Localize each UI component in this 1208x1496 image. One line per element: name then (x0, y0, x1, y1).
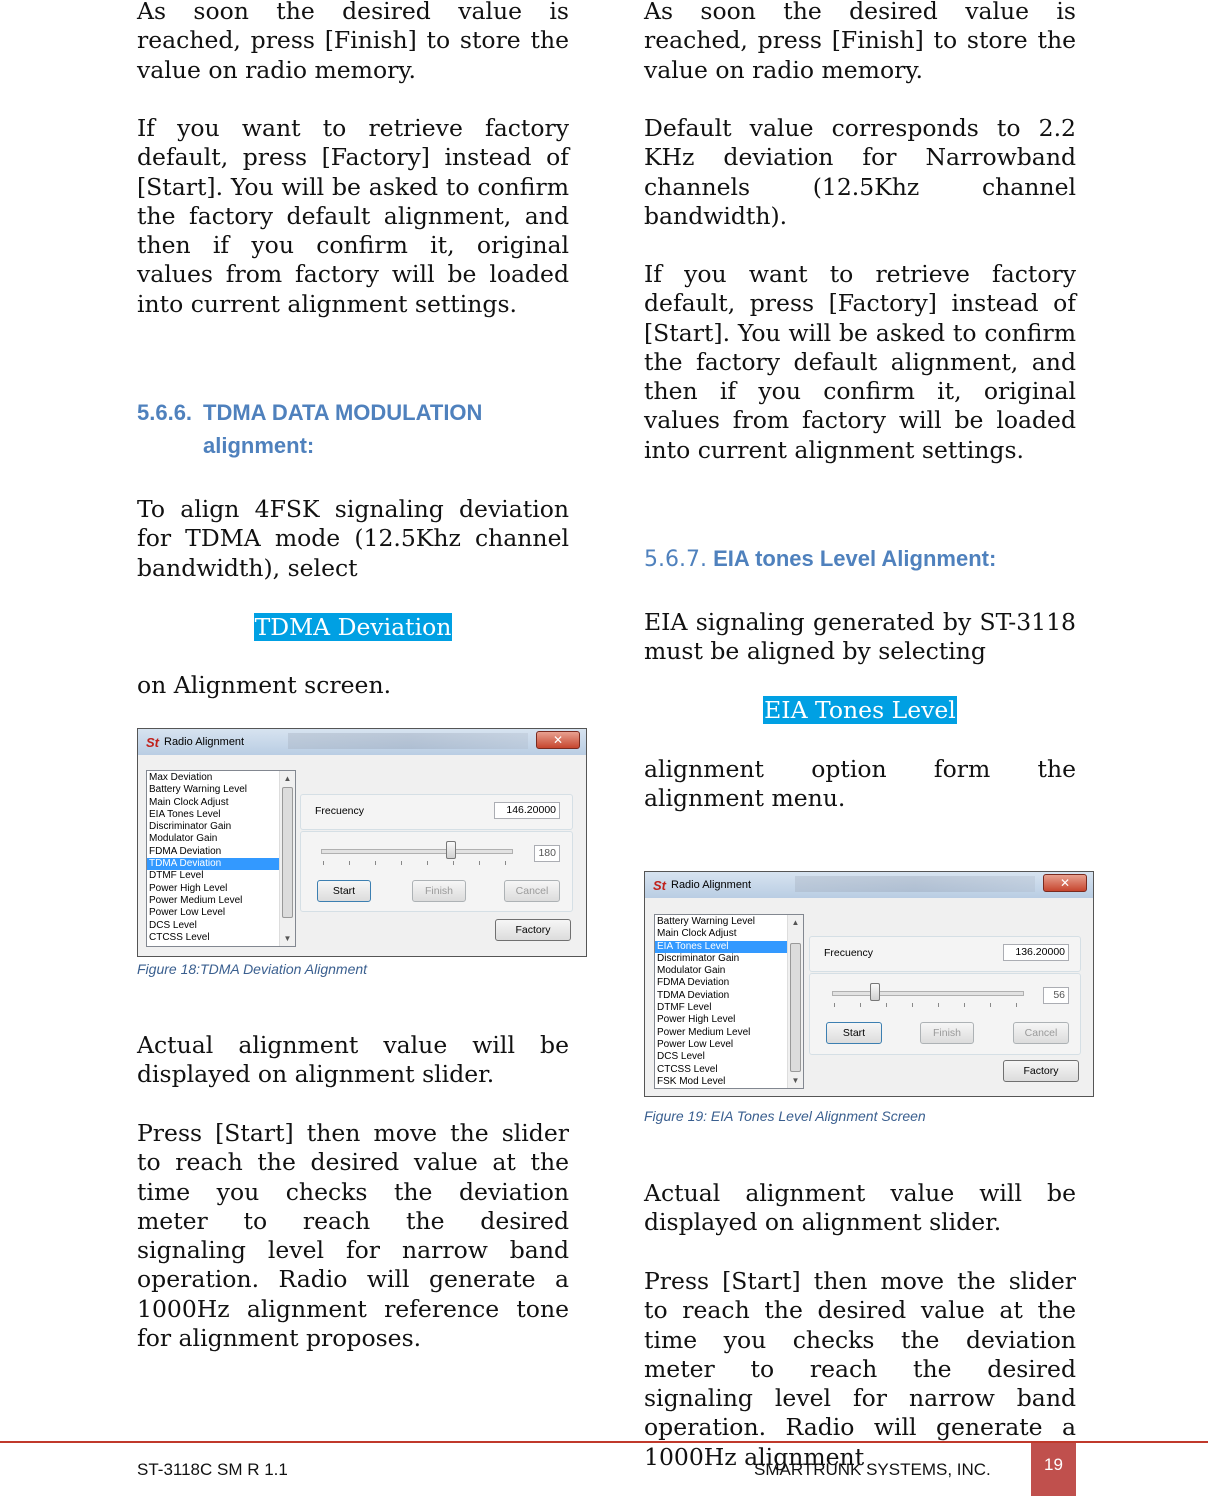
left-paragraph-5: Actual alignment value will be displayed on alignment slider. (137, 1031, 569, 1089)
alignment-slider-track[interactable] (832, 991, 1024, 996)
radio-alignment-window-2 (644, 871, 1094, 1097)
right-paragraph-3: If you want to retrieve factory default, press [Factory] instead of [Start]. You will be asked to confirm the factory default alignment, and then if you confirm it, original values from factory will be loaded into current alignment settings. (644, 260, 1076, 464)
window-title: Radio Alignment (164, 736, 245, 748)
list-item[interactable]: Main Clock Adjust (657, 928, 737, 940)
frequency-group (300, 794, 573, 830)
list-item[interactable]: Power Low Level (149, 907, 226, 919)
list-item[interactable]: FSK Mod Level (657, 1075, 726, 1087)
slider-tick (860, 1003, 861, 1007)
alignment-list[interactable] (654, 914, 804, 1089)
factory-button[interactable]: Factory (495, 919, 571, 941)
list-item[interactable]: FDMA Deviation (149, 845, 222, 857)
slider-group (300, 831, 573, 912)
window-titlebar (138, 729, 586, 755)
window-titlebar (645, 872, 1093, 898)
left-paragraph-2: If you want to retrieve factory default, press [Factory] instead of [Start]. You will be asked to confirm the factory default alignment, and then if you confirm it, original values from factory will be loaded into current alignment settings. (137, 114, 569, 318)
section-heading-5-6-6 (137, 396, 569, 462)
scroll-thumb[interactable] (282, 787, 293, 918)
list-item[interactable]: Power Medium Level (149, 894, 243, 906)
figure-19-caption: Figure 19: EIA Tones Level Alignment Screen (644, 1108, 926, 1124)
alignment-slider-thumb[interactable] (870, 983, 880, 1001)
tdma-deviation-highlight: TDMA Deviation (254, 613, 452, 641)
factory-button[interactable]: Factory (1003, 1060, 1079, 1082)
slider-tick (401, 861, 402, 865)
heading-number: 5.6.7. (644, 547, 707, 572)
frequency-input[interactable]: 136.20000 (1003, 944, 1069, 961)
list-item[interactable]: CTCSS Level (149, 931, 210, 943)
slider-value-field: 180 (534, 845, 560, 862)
slider-tick (505, 861, 506, 865)
right-paragraph-6: Actual alignment value will be displayed on alignment slider. (644, 1179, 1076, 1237)
titlebar-background (288, 733, 528, 749)
list-item[interactable]: Modulator Gain (657, 965, 726, 977)
list-item[interactable]: DTMF Level (657, 1002, 712, 1014)
page-number: 19 (1031, 1443, 1076, 1496)
frequency-input[interactable]: 146.20000 (494, 802, 560, 819)
list-item[interactable]: TDMA Deviation (657, 989, 730, 1001)
footer-doc-id: ST-3118C SM R 1.1 (137, 1460, 288, 1479)
scroll-down-icon[interactable]: ▼ (791, 1076, 800, 1085)
slider-value-field: 56 (1043, 987, 1069, 1004)
right-paragraph-2: Default value corresponds to 2.2 KHz deviation for Narrowband channels (12.5Khz channel bandwidth). (644, 114, 1076, 230)
start-button[interactable]: Start (826, 1022, 882, 1044)
slider-tick (479, 861, 480, 865)
left-paragraph-6: Press [Start] then move the slider to reach the desired value at the time you checks the deviation meter to reach the desired signaling level for narrow band operation. Radio will generate a 1000Hz alignment reference tone for alignment proposes. (137, 1119, 569, 1353)
slider-tick (886, 1003, 887, 1007)
heading-text: EIA tones Level Alignment: (713, 546, 997, 571)
frequency-label: Frecuency (824, 947, 874, 959)
heading-text-line2: alignment: (203, 433, 315, 458)
finish-button[interactable]: Finish (412, 880, 466, 902)
footer-company: SMARTRUNK SYSTEMS, INC. (754, 1460, 991, 1479)
scroll-down-icon[interactable]: ▼ (283, 934, 292, 943)
slider-tick (323, 861, 324, 865)
left-paragraph-4: on Alignment screen. (137, 671, 392, 699)
radio-alignment-window-1 (137, 728, 587, 957)
list-item[interactable]: Power High Level (657, 1014, 736, 1026)
list-scrollbar[interactable] (279, 771, 295, 946)
list-item[interactable]: Discriminator Gain (657, 952, 740, 964)
right-paragraph-1: As soon the desired value is reached, press [Finish] to store the value on radio memory. (644, 0, 1076, 84)
list-item[interactable]: DCS Level (657, 1051, 705, 1063)
heading-text: TDMA DATA MODULATION (203, 400, 483, 425)
cancel-button[interactable]: Cancel (504, 880, 560, 902)
list-item[interactable]: TDMA Deviation (147, 858, 295, 870)
finish-button[interactable]: Finish (920, 1022, 974, 1044)
window-title: Radio Alignment (671, 879, 752, 891)
eia-tones-level-highlight: EIA Tones Level (764, 696, 956, 724)
app-logo-icon: St (653, 878, 666, 893)
alignment-list[interactable] (146, 770, 296, 947)
list-item[interactable]: Max Deviation (149, 772, 213, 783)
slider-tick (453, 861, 454, 865)
list-item[interactable]: Power Low Level (657, 1038, 734, 1050)
alignment-slider-thumb[interactable] (446, 841, 456, 859)
slider-tick (964, 1003, 965, 1007)
left-paragraph-3: To align 4FSK signaling deviation for TDMA mode (12.5Khz channel bandwidth), select (137, 495, 569, 582)
slider-tick (912, 1003, 913, 1007)
list-item[interactable]: Modulator Gain (149, 833, 218, 845)
close-button[interactable]: ✕ (536, 731, 580, 749)
app-logo-icon: St (146, 735, 159, 750)
slider-tick (834, 1003, 835, 1007)
list-item[interactable]: DTMF Level (149, 870, 204, 882)
frequency-group (809, 936, 1081, 972)
heading-number: 5.6.6. (137, 400, 193, 425)
list-item[interactable]: DCS Level (149, 919, 197, 931)
list-item[interactable]: Discriminator Gain (149, 821, 232, 833)
footer-divider (0, 1441, 1208, 1443)
close-button[interactable]: ✕ (1043, 874, 1087, 892)
list-item[interactable]: FDMA Deviation (657, 977, 730, 989)
list-item[interactable]: Battery Warning Level (657, 916, 756, 927)
titlebar-background (795, 876, 1035, 892)
list-scrollbar[interactable] (787, 915, 803, 1088)
list-item[interactable]: EIA Tones Level (655, 941, 803, 953)
slider-tick (349, 861, 350, 865)
figure-18-caption: Figure 18:TDMA Deviation Alignment (137, 961, 368, 977)
slider-tick (427, 861, 428, 865)
frequency-label: Frecuency (315, 805, 365, 817)
slider-tick (938, 1003, 939, 1007)
list-item[interactable]: EIA Tones Level (149, 808, 221, 820)
start-button[interactable]: Start (317, 880, 371, 902)
left-paragraph-1: As soon the desired value is reached, press [Finish] to store the value on radio memory. (137, 0, 569, 84)
scroll-up-icon[interactable]: ▲ (283, 774, 292, 783)
slider-tick (375, 861, 376, 865)
slider-tick (990, 1003, 991, 1007)
right-paragraph-4: EIA signaling generated by ST-3118 must be aligned by selecting (644, 608, 1076, 666)
slider-tick (1016, 1003, 1017, 1007)
section-heading-5-6-7 (644, 542, 1076, 576)
list-item[interactable]: Battery Warning Level (149, 784, 248, 796)
right-paragraph-7: Press [Start] then move the slider to reach the desired value at the time you checks the deviation meter to reach the desired signaling level for narrow band operation. Radio will generate a 1000Hz alignment (644, 1267, 1076, 1471)
list-item[interactable]: CTCSS Level (657, 1063, 718, 1075)
list-item[interactable]: Power Medium Level (657, 1026, 751, 1038)
right-paragraph-5: alignment option form the alignment menu. (644, 755, 1076, 813)
cancel-button[interactable]: Cancel (1013, 1022, 1069, 1044)
slider-group (809, 973, 1081, 1055)
scroll-thumb[interactable] (790, 943, 801, 1072)
alignment-slider-track[interactable] (321, 849, 513, 854)
scroll-up-icon[interactable]: ▲ (791, 918, 800, 927)
list-item[interactable]: Main Clock Adjust (149, 796, 229, 808)
list-item[interactable]: Power High Level (149, 882, 228, 894)
